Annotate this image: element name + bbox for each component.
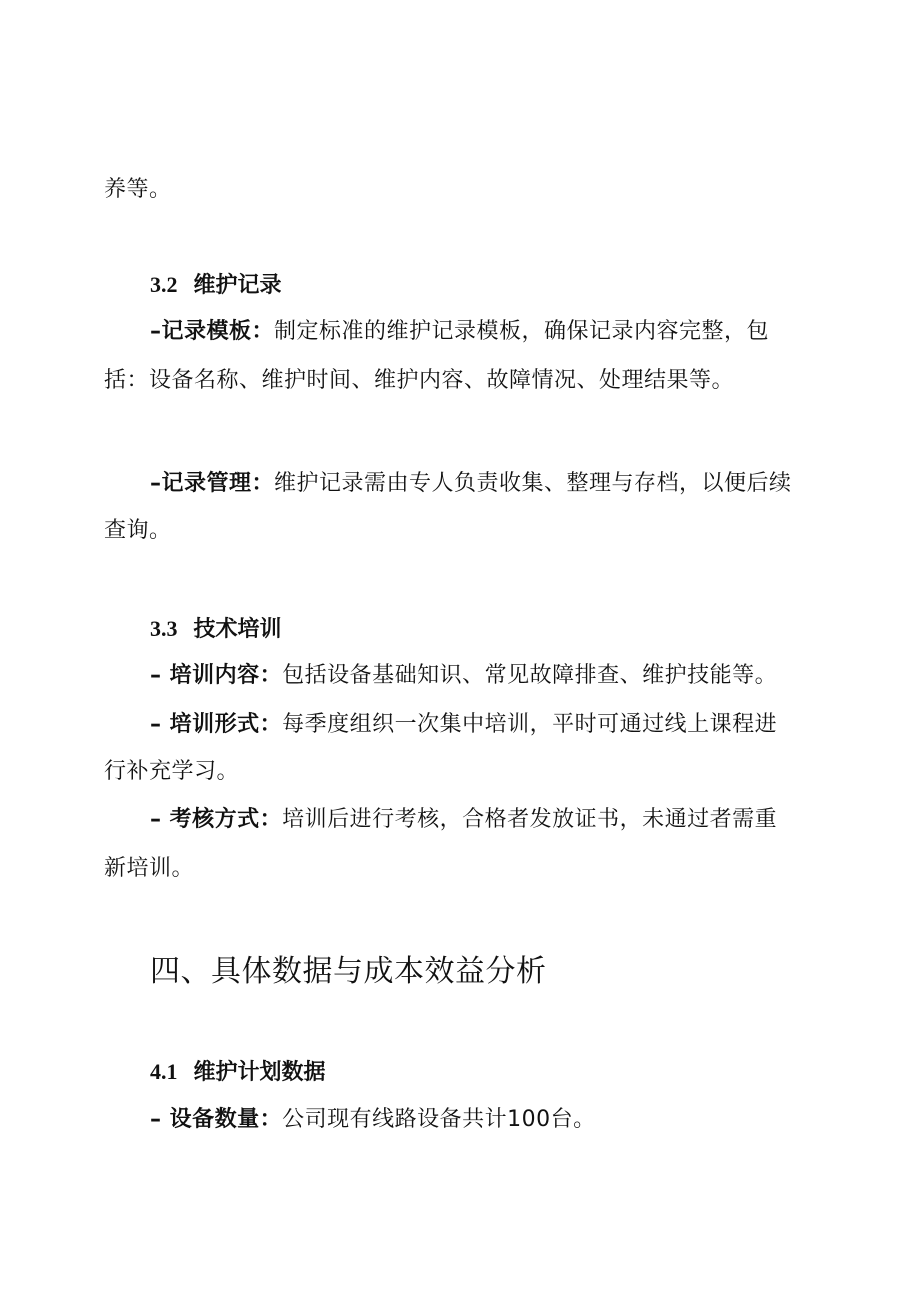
list-item-text: 括：设备名称、维护时间、维护内容、故障情况、处理结果等。 bbox=[104, 368, 735, 393]
list-item-text: 培训后进行考核，合格者发放证书，未通过者需重 bbox=[282, 807, 778, 832]
section-number: 4.1 bbox=[150, 1059, 178, 1084]
section-heading-4-1 bbox=[150, 1057, 326, 1088]
list-item-label: – 培训内容： bbox=[150, 663, 283, 688]
list-item-label: – 培训形式： bbox=[150, 712, 283, 737]
chapter-title: 四、具体数据与成本效益分析 bbox=[150, 954, 547, 989]
list-item-label: –记录模板： bbox=[150, 319, 275, 344]
list-item-label: – 考核方式： bbox=[150, 807, 283, 832]
list-item-assessment bbox=[150, 805, 777, 835]
list-item-continuation bbox=[104, 516, 172, 546]
list-item-text: 公司现有线路设备共计100台。 bbox=[282, 1107, 596, 1132]
paragraph-tail bbox=[104, 175, 172, 205]
section-number: 3.2 bbox=[150, 272, 178, 297]
list-item-label: –记录管理： bbox=[150, 471, 275, 496]
list-item-text: 包括设备基础知识、常见故障排查、维护技能等。 bbox=[282, 663, 778, 688]
list-item-text: 维护记录需由专人负责收集、整理与存档，以便后续 bbox=[274, 471, 792, 496]
list-item-record-template bbox=[150, 317, 769, 347]
list-item-text: 每季度组织一次集中培训，平时可通过线上课程进 bbox=[282, 712, 778, 737]
list-item-training-content bbox=[150, 661, 777, 691]
list-item-record-management bbox=[150, 469, 792, 499]
paragraph-tail-text: 养等。 bbox=[104, 177, 172, 202]
list-item-label: – 设备数量： bbox=[150, 1107, 283, 1132]
list-item-continuation bbox=[104, 366, 734, 396]
list-item-training-form bbox=[150, 710, 777, 740]
list-item-continuation bbox=[104, 757, 239, 787]
list-item-continuation bbox=[104, 854, 194, 884]
section-title: 维护记录 bbox=[193, 273, 282, 298]
section-title: 技术培训 bbox=[193, 617, 282, 642]
list-item-text: 查询。 bbox=[104, 518, 172, 543]
section-heading-3-2 bbox=[150, 270, 282, 301]
list-item-text: 制定标准的维护记录模板，确保记录内容完整，包 bbox=[274, 319, 770, 344]
section-title: 维护计划数据 bbox=[193, 1060, 326, 1085]
chapter-heading-4 bbox=[150, 952, 547, 992]
section-heading-3-3 bbox=[150, 614, 282, 645]
list-item-equipment-count bbox=[150, 1105, 596, 1135]
list-item-text: 行补充学习。 bbox=[104, 759, 240, 784]
list-item-text: 新培训。 bbox=[104, 856, 195, 881]
section-number: 3.3 bbox=[150, 616, 178, 641]
